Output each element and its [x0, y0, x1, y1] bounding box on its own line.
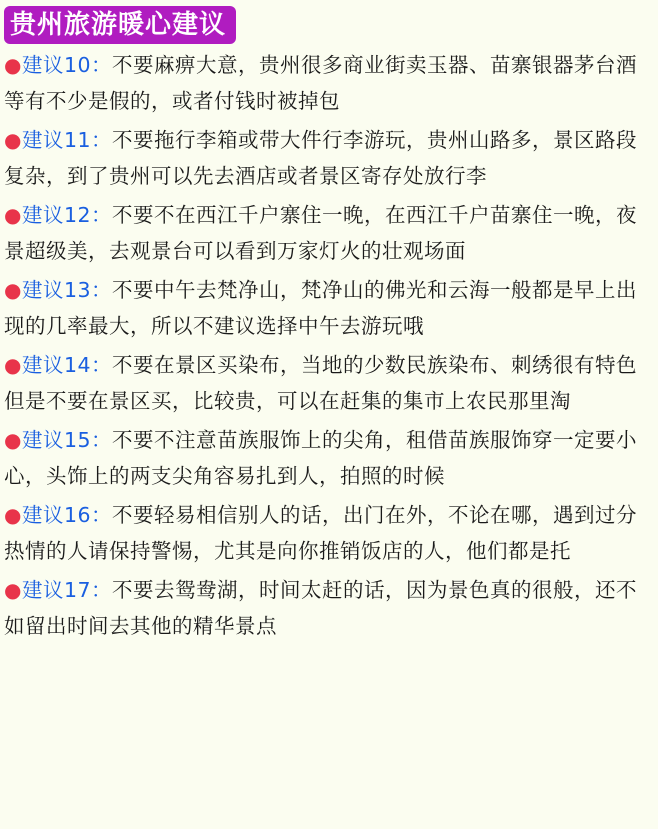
tip-item [4, 48, 648, 119]
tip-item [4, 423, 648, 494]
tip-label: 建议16： [21, 503, 113, 527]
tip-text: 不要中午去梵净山，梵净山的佛光和云海一般都是早上出现的几率最大，所以不建议选择中午去游玩哦 [4, 278, 638, 338]
tip-label: 建议17： [21, 578, 113, 602]
tip-item [4, 348, 648, 419]
tip-text: 不要在景区买染布，当地的少数民族染布、刺绣很有特色但是不要在景区买，比较贵，可以在赶集的集市上农民那里淘 [4, 353, 638, 413]
tip-text: 不要不在西江千户寨住一晚，在西江千户苗寨住一晚，夜景超级美，去观景台可以看到万家灯火的壮观场面 [4, 203, 638, 263]
tip-label: 建议10： [21, 53, 113, 77]
bullet-icon: ● [4, 278, 22, 302]
tip-label: 建议12： [21, 203, 113, 227]
bullet-icon: ● [4, 578, 22, 602]
page-title: 贵州旅游暖心建议 [4, 6, 236, 44]
tip-text: 不要去鸳鸯湖，时间太赶的话，因为景色真的很般，还不如留出时间去其他的精华景点 [4, 578, 638, 638]
tip-text: 不要麻痹大意，贵州很多商业街卖玉器、苗寨银器茅台酒等有不少是假的，或者付钱时被掉包 [4, 53, 638, 113]
bullet-icon: ● [4, 503, 22, 527]
bullet-icon: ● [4, 128, 22, 152]
bullet-icon: ● [4, 53, 22, 77]
bullet-icon: ● [4, 353, 22, 377]
tip-text: 不要轻易相信别人的话，出门在外，不论在哪，遇到过分热情的人请保持警惕，尤其是向你推销饭店的人，他们都是托 [4, 503, 638, 563]
tip-item [4, 198, 648, 269]
bullet-icon: ● [4, 203, 22, 227]
tip-item [4, 573, 648, 644]
tip-item [4, 273, 648, 344]
tip-label: 建议15： [21, 428, 113, 452]
tip-item [4, 498, 648, 569]
tip-label: 建议11： [21, 128, 113, 152]
tip-text: 不要拖行李箱或带大件行李游玩，贵州山路多，景区路段复杂，到了贵州可以先去酒店或者景区寄存处放行李 [4, 128, 638, 188]
tip-text: 不要不注意苗族服饰上的尖角，租借苗族服饰穿一定要小心，头饰上的两支尖角容易扎到人，拍照的时候 [4, 428, 638, 488]
tip-label: 建议14： [21, 353, 113, 377]
tip-item [4, 123, 648, 194]
tip-label: 建议13： [21, 278, 113, 302]
bullet-icon: ● [4, 428, 22, 452]
